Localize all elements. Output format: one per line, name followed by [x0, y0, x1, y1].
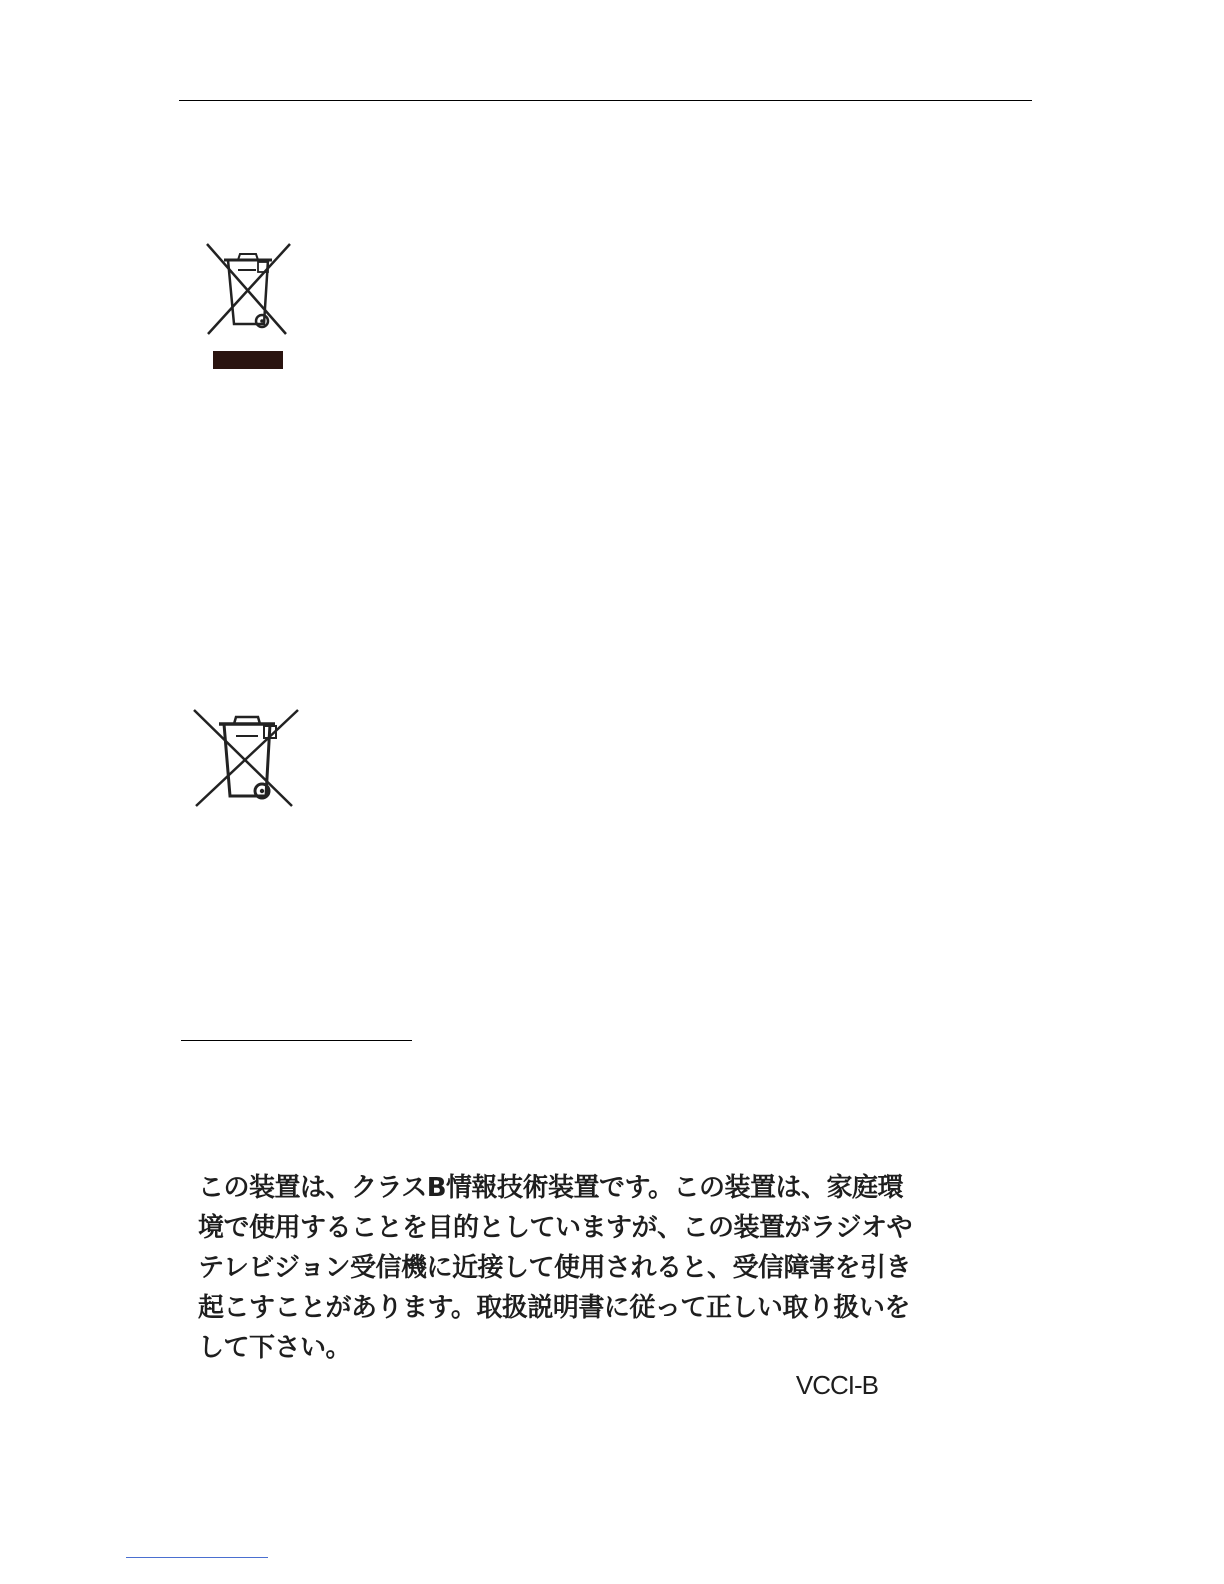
header-rule [179, 100, 1032, 101]
vcci-notice-line: して下さい。 [198, 1333, 352, 1363]
footnote-rule [181, 1040, 412, 1041]
footer-link-underline [126, 1557, 268, 1558]
vcci-class-mark: VCCI-B [795, 1370, 878, 1400]
vcci-notice-line: 境で使用することを目的としていますが、この装置がラジオや [198, 1213, 913, 1243]
weee-bin-with-bar-icon [198, 236, 298, 376]
vcci-notice-line: テレビジョン受信機に近接して使用されると、受信障害を引き [198, 1253, 911, 1283]
vcci-notice-line: この装置は、クラスB情報技術装置です。この装置は、家庭環 [198, 1173, 903, 1203]
vcci-notice-line: 起こすことがあります。取扱説明書に従って正しい取り扱いを [198, 1293, 910, 1323]
vcci-notice [198, 1168, 913, 1368]
weee-bin-icon [186, 700, 306, 812]
